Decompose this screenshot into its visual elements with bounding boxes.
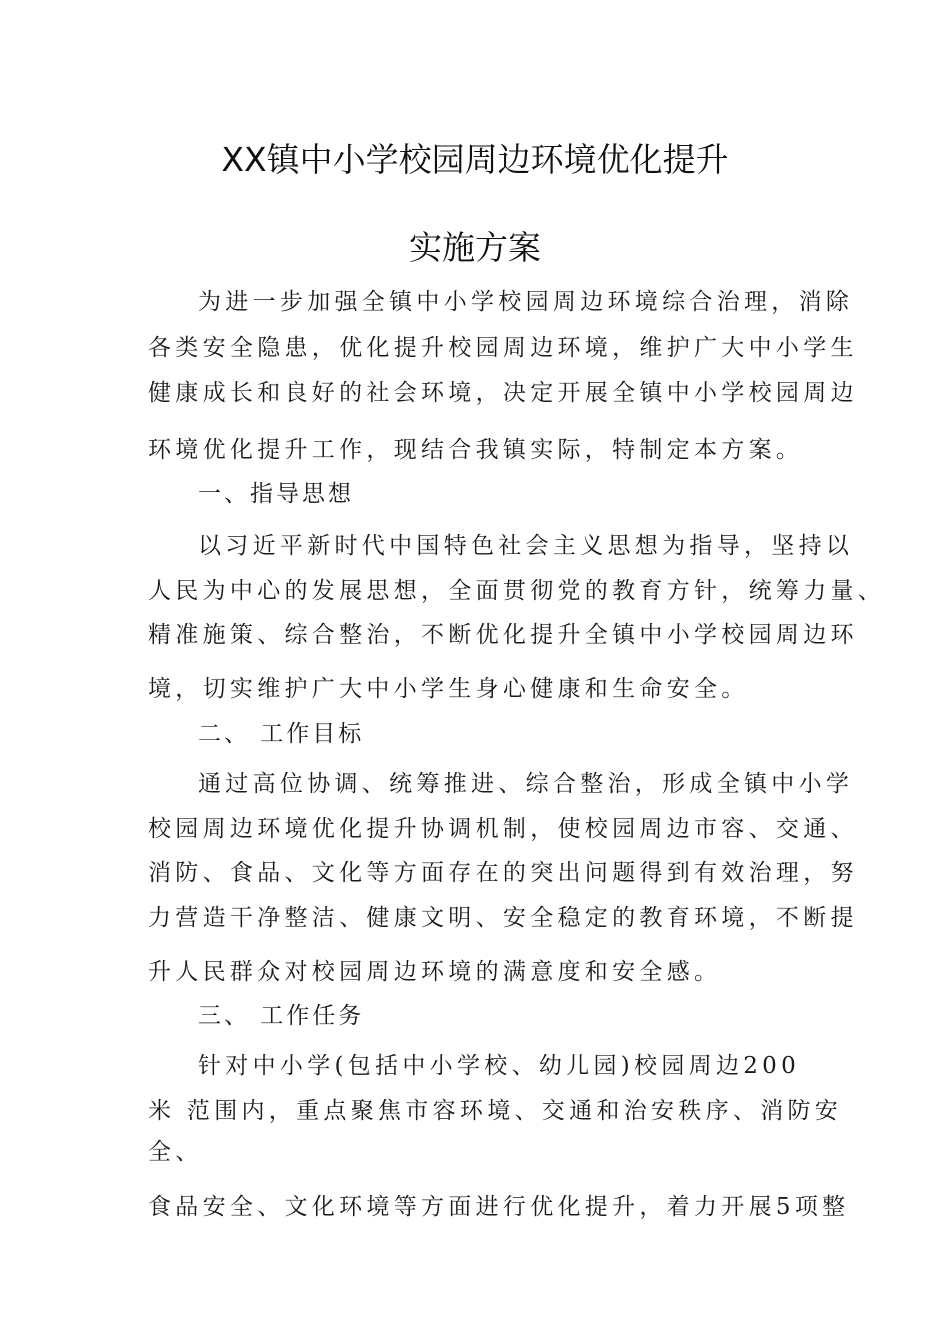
paragraph-intro-line: 健康成长和良好的社会环境，决定开展全镇中小学校园周边 [148, 380, 858, 406]
section-heading-work-goals: 二、 工作目标 [198, 721, 365, 747]
paragraph-tasks-line: 全、 [148, 1139, 203, 1165]
document-title-line-2: 实施方案 [409, 228, 541, 267]
document-title-line-1: XX镇中小学校园周边环境优化提升 [221, 140, 729, 179]
paragraph-tasks-line: 针对中小学(包括中小学校、幼儿园)校园周边200 [198, 1053, 801, 1079]
section-heading-work-tasks: 三、 工作任务 [198, 1003, 365, 1029]
paragraph-goals-line: 消防、食品、文化等方面存在的突出问题得到有效治理，努 [148, 860, 858, 886]
paragraph-tasks-line: 米 范围内，重点聚焦市容环境、交通和治安秩序、消防安 [148, 1098, 843, 1124]
paragraph-intro-line: 各类安全隐患，优化提升校园周边环境，维护广大中小学生 [148, 335, 858, 361]
paragraph-goals-line: 力营造干净整洁、健康文明、安全稳定的教育环境，不断提 [148, 905, 858, 931]
paragraph-goals-line: 升人民群众对校园周边环境的满意度和安全感。 [148, 959, 722, 985]
paragraph-guiding-line: 精准施策、综合整治，不断优化提升全镇中小学校园周边环 [148, 622, 858, 648]
section-heading-guiding-thought: 一、指导思想 [198, 481, 354, 507]
paragraph-intro-line: 为进一步加强全镇中小学校园周边环境综合治理，消除 [198, 289, 854, 315]
paragraph-intro-line: 环境优化提升工作，现结合我镇实际，特制定本方案。 [148, 437, 804, 463]
paragraph-goals-line: 校园周边环境优化提升协调机制，使校园周边市容、交通、 [148, 816, 858, 842]
paragraph-goals-line: 通过高位协调、统筹推进、综合整治，形成全镇中小学 [198, 771, 854, 797]
paragraph-guiding-line: 境，切实维护广大中小学生身心健康和生命安全。 [148, 676, 749, 702]
paragraph-guiding-line: 以习近平新时代中国特色社会主义思想为指导，坚持以 [198, 533, 854, 559]
paragraph-tasks-line: 食品安全、文化环境等方面进行优化提升，着力开展5项整 [148, 1194, 850, 1220]
paragraph-guiding-line: 人民为中心的发展思想，全面贯彻党的教育方针，统筹力量、 [148, 578, 886, 604]
